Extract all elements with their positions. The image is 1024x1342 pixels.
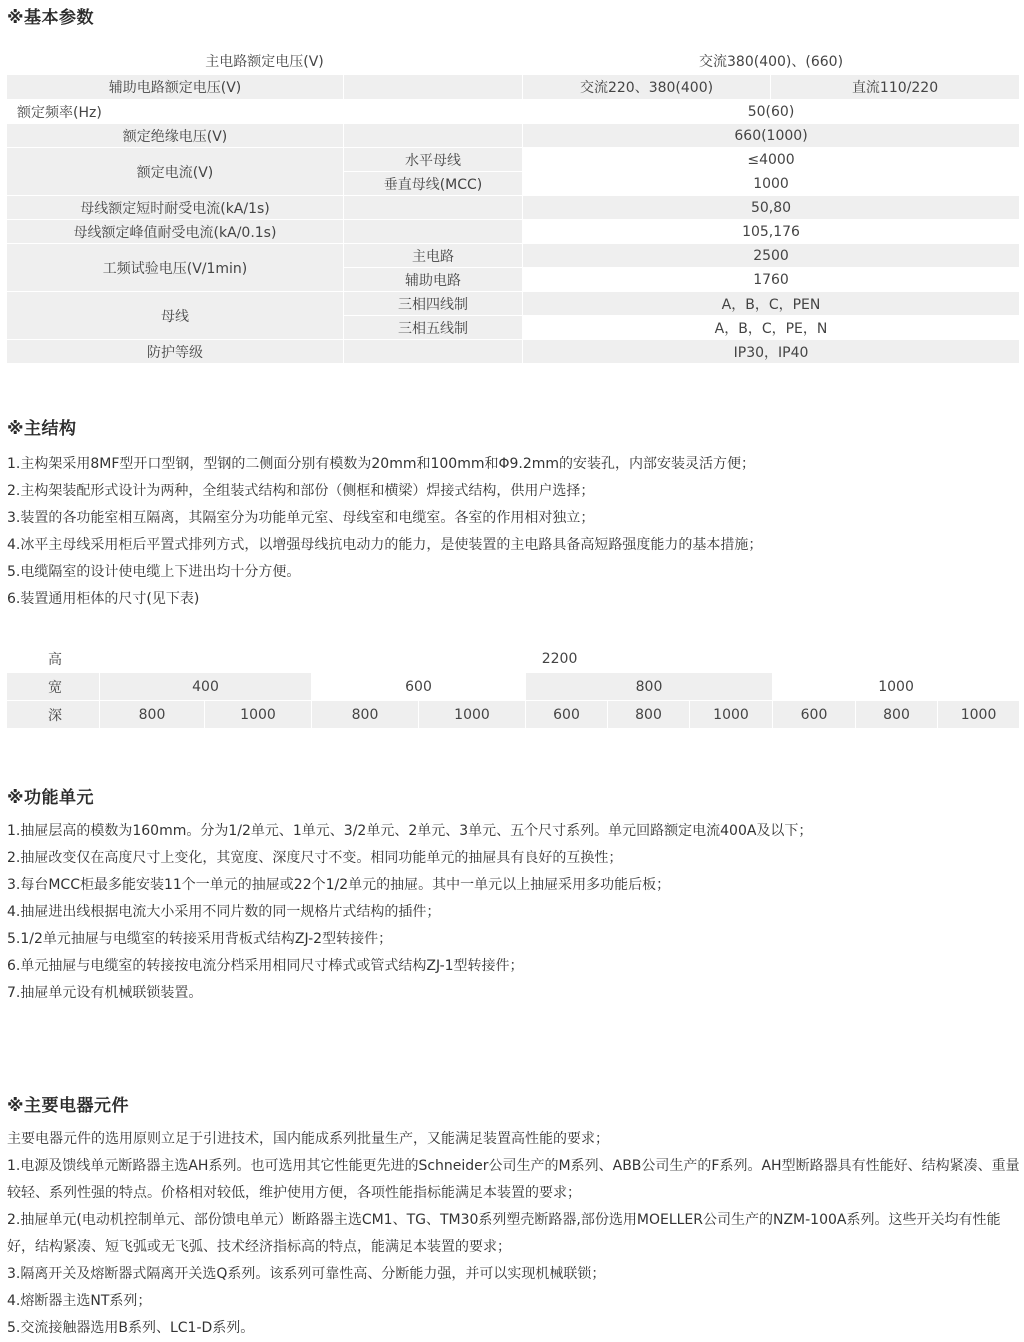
list-item: 6.单元抽屉与电缆室的转接按电流分档采用相同尺寸棒式或管式结构ZJ-1型转接件； — [7, 958, 524, 974]
param-value: ≤4000 — [523, 148, 1020, 172]
section-title-main-components: ※主要电器元件 — [7, 1096, 130, 1116]
param-sub-empty — [344, 100, 523, 124]
list-item: 3.隔离开关及熔断器式隔离开关选Q系列。该系列可靠性高、分断能力强，并可以实现机械联锁； — [7, 1266, 606, 1282]
dim-width-value: 800 — [526, 673, 773, 701]
param-value: 1000 — [523, 172, 1020, 196]
param-sub-label: 三相五线制 — [344, 316, 523, 340]
list-item: 4.冰平主母线采用柜后平置式排列方式，以增强母线抗电动力的能力，是使装置的主电路具备高短路强度能力的基本措施； — [7, 537, 763, 553]
list-item: 1.主构架采用8MF型开口型钢，型钢的二侧面分别有模数为20mm和100mm和Φ9.2mm的安装孔，内部安装灵活方便； — [7, 456, 756, 472]
dim-height-value: 2200 — [100, 645, 1020, 673]
table-row — [7, 148, 1020, 172]
structure-list — [7, 451, 1021, 613]
dim-depth-value: 800 — [608, 701, 690, 729]
dim-depth-value: 1000 — [205, 701, 312, 729]
param-value: A，B，C，PE，N — [523, 316, 1020, 340]
dim-width-value: 1000 — [773, 673, 1020, 701]
table-row — [7, 645, 1020, 673]
param-value: 50(60) — [523, 100, 1020, 124]
section-title-functional-units: ※功能单元 — [7, 788, 95, 808]
list-item: 5.交流接触器选用B系列、LC1-D系列。 — [7, 1320, 255, 1336]
table-row — [7, 340, 1020, 364]
dimensions-table — [6, 644, 1020, 729]
component-list — [7, 1126, 1021, 1342]
param-value: 交流380(400)、(660) — [523, 47, 1020, 75]
list-item: 5.1/2单元抽屉与电缆室的转接采用背板式结构ZJ-2型转接件； — [7, 931, 393, 947]
param-value: 1760 — [523, 268, 1020, 292]
param-value: A，B，C，PEN — [523, 292, 1020, 316]
param-sub-label: 辅助电路 — [344, 268, 523, 292]
section-title-basic-params: ※基本参数 — [7, 8, 95, 28]
dim-width-value: 600 — [312, 673, 526, 701]
param-value: IP30，IP40 — [523, 340, 1020, 364]
param-label: 额定频率(Hz) — [7, 100, 344, 124]
dim-label-width: 宽 — [7, 673, 100, 701]
list-item: 1.电源及馈线单元断路器主选AH系列。也可选用其它性能更先进的Schneider公司生产的M系列、ABB公司生产的F系列。AH型断路器具有性能好、结构紧凑、重量较轻、系列性强的特点。价格相对较低，维护使用方便，各项性能指标能满足本装置的要求； — [7, 1158, 1020, 1201]
param-value: 105,176 — [523, 220, 1020, 244]
list-item: 2.主构架装配形式设计为两种，全组装式结构和部份（侧框和横梁）焊接式结构，供用户选择； — [7, 483, 595, 499]
list-item: 3.装置的各功能室相互隔离，其隔室分为功能单元室、母线室和电缆室。各室的作用相对独立； — [7, 510, 595, 526]
list-item: 5.电缆隔室的设计使电缆上下进出均十分方便。 — [7, 564, 301, 580]
list-item: 主要电器元件的选用原则立足于引进技术，国内能成系列批量生产，又能满足装置高性能的要求； — [7, 1131, 609, 1147]
table-row — [7, 124, 1020, 148]
table-row — [7, 196, 1020, 220]
param-label: 母线额定峰值耐受电流(kA/0.1s) — [7, 220, 344, 244]
table-row — [7, 47, 1020, 75]
dim-width-value: 400 — [100, 673, 312, 701]
dim-depth-value: 600 — [773, 701, 856, 729]
table-row — [7, 701, 1020, 729]
list-item: 2.抽屉改变仅在高度尺寸上变化，其宽度、深度尺寸不变。相同功能单元的抽屉具有良好的互换性； — [7, 850, 623, 866]
param-sub-label: 水平母线 — [344, 148, 523, 172]
list-item: 7.抽屉单元设有机械联锁装置。 — [7, 985, 203, 1001]
dim-depth-value: 800 — [312, 701, 419, 729]
param-sub-empty — [344, 220, 523, 244]
param-label: 额定电流(V) — [7, 148, 344, 196]
param-sub-label: 垂直母线(MCC) — [344, 172, 523, 196]
basic-params-table — [6, 46, 1020, 364]
param-label: 防护等级 — [7, 340, 344, 364]
param-sub-empty — [344, 124, 523, 148]
table-row — [7, 292, 1020, 316]
list-item: 2.抽屉单元(电动机控制单元、部份馈电单元）断路器主选CM1、TG、TM30系列塑壳断路器,部份选用MOELLER公司生产的NZM-100A系列。这些开关均有性能好，结构紧凑、短飞弧或无飞弧、技术经济指标高的特点，能满足本装置的要求； — [7, 1212, 1001, 1255]
list-item: 1.抽屉层高的模数为160mm。分为1/2单元、1单元、3/2单元、2单元、3单元、五个尺寸系列。单元回路额定电流400A及以下； — [7, 823, 813, 839]
param-sub-label: 三相四线制 — [344, 292, 523, 316]
dim-depth-value: 1000 — [938, 701, 1020, 729]
section-title-main-structure: ※主结构 — [7, 419, 77, 439]
table-row — [7, 100, 1020, 124]
list-item: 4.熔断器主选NT系列； — [7, 1293, 152, 1309]
param-value: 50,80 — [523, 196, 1020, 220]
list-item: 4.抽屉进出线根据电流大小采用不同片数的同一规格片式结构的插件； — [7, 904, 441, 920]
param-value: 2500 — [523, 244, 1020, 268]
table-row — [7, 75, 1020, 100]
param-label: 辅助电路额定电压(V) — [7, 75, 344, 100]
param-sub-empty — [344, 340, 523, 364]
param-value: 交流220、380(400) — [523, 75, 771, 100]
table-row — [7, 220, 1020, 244]
list-item: 3.每台MCC柜最多能安装11个一单元的抽屉或22个1/2单元的抽屉。其中一单元以上抽屉采用多功能后板； — [7, 877, 671, 893]
dim-depth-value: 800 — [856, 701, 938, 729]
param-sub-empty — [344, 75, 523, 100]
dim-depth-value: 1000 — [690, 701, 773, 729]
param-label: 母线额定短时耐受电流(kA/1s) — [7, 196, 344, 220]
param-label: 工频试验电压(V/1min) — [7, 244, 344, 292]
dim-label-depth: 深 — [7, 701, 100, 729]
unit-list — [7, 818, 1021, 1007]
table-row — [7, 244, 1020, 268]
dim-label-height: 高 — [7, 645, 100, 673]
param-value: 直流110/220 — [771, 75, 1020, 100]
table-row — [7, 673, 1020, 701]
param-label: 主电路额定电压(V) — [7, 47, 523, 75]
param-label: 母线 — [7, 292, 344, 340]
param-label: 额定绝缘电压(V) — [7, 124, 344, 148]
list-item: 6.装置通用柜体的尺寸(见下表) — [7, 591, 200, 607]
dim-depth-value: 800 — [100, 701, 205, 729]
param-sub-empty — [344, 196, 523, 220]
dim-depth-value: 600 — [526, 701, 608, 729]
param-sub-label: 主电路 — [344, 244, 523, 268]
param-value: 660(1000) — [523, 124, 1020, 148]
dim-depth-value: 1000 — [419, 701, 526, 729]
